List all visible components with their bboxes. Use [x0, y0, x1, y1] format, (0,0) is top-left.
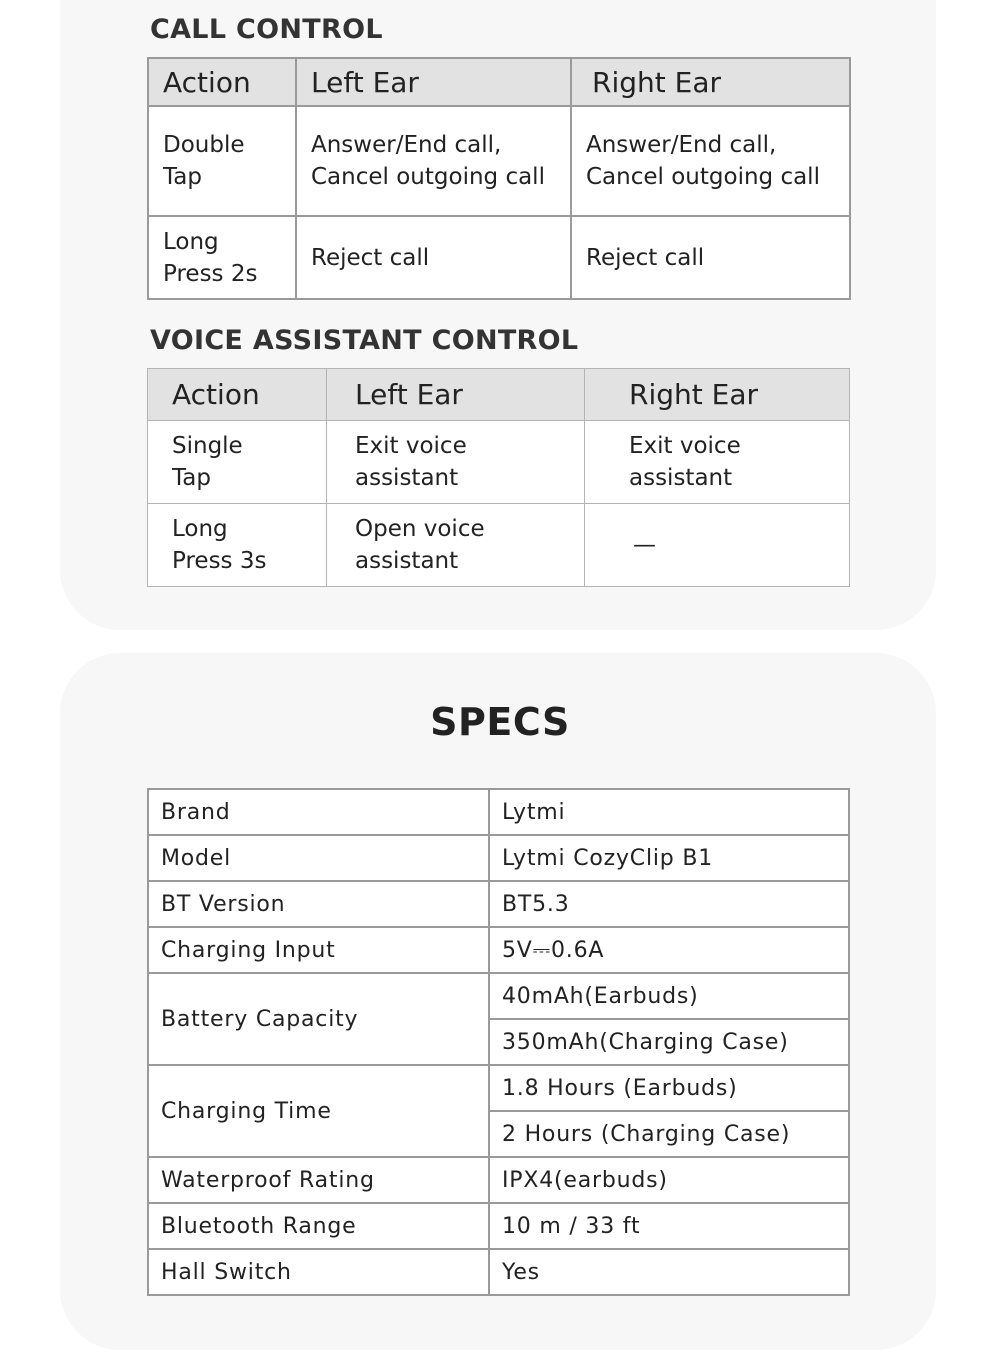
spec-label: Model	[148, 835, 489, 881]
table-row	[148, 1249, 849, 1295]
call-control-table	[147, 57, 851, 300]
spec-value: IPX4(earbuds)	[489, 1157, 849, 1203]
spec-value: 350mAh(Charging Case)	[489, 1019, 849, 1065]
header-action: Action	[148, 369, 327, 421]
spec-value: BT5.3	[489, 881, 849, 927]
action-cell: Single Tap	[148, 421, 327, 504]
spec-label: Battery Capacity	[148, 973, 489, 1065]
spec-value: Lytmi CozyClip B1	[489, 835, 849, 881]
specs-table	[147, 788, 850, 1296]
left-ear-cell: Answer/End call, Cancel outgoing call	[296, 106, 571, 216]
table-row	[148, 1065, 849, 1111]
header-action: Action	[148, 58, 296, 106]
spec-value: Lytmi	[489, 789, 849, 835]
spec-value: 10 m / 33 ft	[489, 1203, 849, 1249]
spec-value: 1.8 Hours (Earbuds)	[489, 1065, 849, 1111]
spec-value: 2 Hours (Charging Case)	[489, 1111, 849, 1157]
spec-label: Hall Switch	[148, 1249, 489, 1295]
table-row	[148, 835, 849, 881]
right-ear-cell: Exit voice assistant	[585, 421, 850, 504]
specs-table-body	[148, 789, 849, 1295]
action-cell: Double Tap	[148, 106, 296, 216]
right-ear-cell: Answer/End call, Cancel outgoing call	[571, 106, 850, 216]
spec-value: Yes	[489, 1249, 849, 1295]
table-row	[148, 504, 850, 587]
header-left-ear: Left Ear	[296, 58, 571, 106]
table-row	[148, 881, 849, 927]
voice-assistant-title: VOICE ASSISTANT CONTROL	[150, 325, 579, 356]
spec-label: Brand	[148, 789, 489, 835]
right-ear-cell: Reject call	[571, 216, 850, 299]
table-row	[148, 216, 850, 299]
spec-value: 40mAh(Earbuds)	[489, 973, 849, 1019]
table-header-row	[148, 369, 850, 421]
spec-label: BT Version	[148, 881, 489, 927]
spec-value: 5V⎓0.6A	[489, 927, 849, 973]
action-cell: Long Press 3s	[148, 504, 327, 587]
spec-label: Charging Input	[148, 927, 489, 973]
right-ear-cell: —	[585, 504, 850, 587]
specs-title: SPECS	[430, 700, 570, 744]
spec-label: Bluetooth Range	[148, 1203, 489, 1249]
header-right-ear: Right Ear	[585, 369, 850, 421]
spec-label: Waterproof Rating	[148, 1157, 489, 1203]
action-cell: Long Press 2s	[148, 216, 296, 299]
call-control-title: CALL CONTROL	[150, 14, 383, 45]
spec-label: Charging Time	[148, 1065, 489, 1157]
table-header-row	[148, 58, 850, 106]
table-row	[148, 1157, 849, 1203]
table-row	[148, 789, 849, 835]
left-ear-cell: Reject call	[296, 216, 571, 299]
table-row	[148, 106, 850, 216]
header-left-ear: Left Ear	[327, 369, 585, 421]
left-ear-cell: Open voice assistant	[327, 504, 585, 587]
table-row	[148, 1203, 849, 1249]
voice-assistant-table	[147, 368, 850, 587]
left-ear-cell: Exit voice assistant	[327, 421, 585, 504]
table-row	[148, 927, 849, 973]
header-right-ear: Right Ear	[571, 58, 850, 106]
table-row	[148, 973, 849, 1019]
table-row	[148, 421, 850, 504]
